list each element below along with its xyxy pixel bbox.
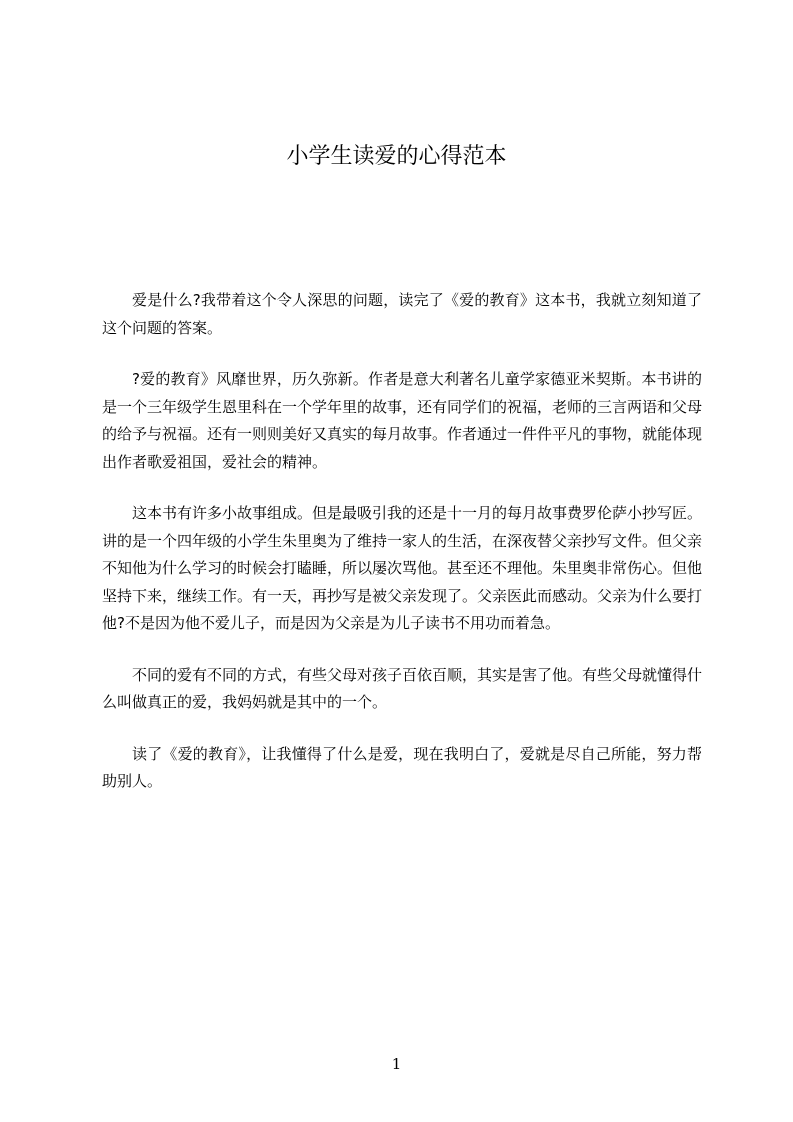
paragraph-4: 不同的爱有不同的方式，有些父母对孩子百依百顺，其实是害了他。有些父母就懂得什么叫做真正的爱，我妈妈就是其中的一个。: [102, 665, 703, 711]
document-body: [102, 287, 702, 820]
paragraph-2: ?爱的教育》风靡世界，历久弥新。作者是意大利著名儿童学家德亚米契斯。本书讲的是一个三年级学生恩里科在一个学年里的故事，还有同学们的祝福，老师的三言两语和父母的给予与祝福。还有一则则美好又真实的每月故事。作者通过一件件平凡的事物，就能体现出作者歌爱祖国，爱社会的精神。: [102, 370, 703, 471]
paragraph-3: 这本书有许多小故事组成。但是最吸引我的还是十一月的每月故事费罗伦萨小抄写匠。讲的是一个四年级的小学生朱里奥为了维持一家人的生活，在深夜替父亲抄写文件。但父亲不知他为什么学习的时候会打瞌睡，所以屡次骂他。甚至还不理他。朱里奥非常伤心。但他坚持下来，继续工作。有一天，再抄写是被父亲发现了。父亲医此而感动。父亲为什么要打他?不是因为他不爱儿子，而是因为父亲是为儿子读书不用功而着急。: [102, 504, 703, 632]
page-number: 1: [391, 1055, 402, 1073]
paragraph-1: 爱是什么?我带着这个令人深思的问题，读完了《爱的教育》这本书，我就立刻知道了这个问题的答案。: [102, 291, 702, 337]
page-title: 小学生读爱的心得范本: [286, 144, 507, 169]
paragraph-5: 读了《爱的教育》，让我懂得了什么是爱，现在我明白了，爱就是尽自己所能，努力帮助别人。: [102, 744, 702, 790]
